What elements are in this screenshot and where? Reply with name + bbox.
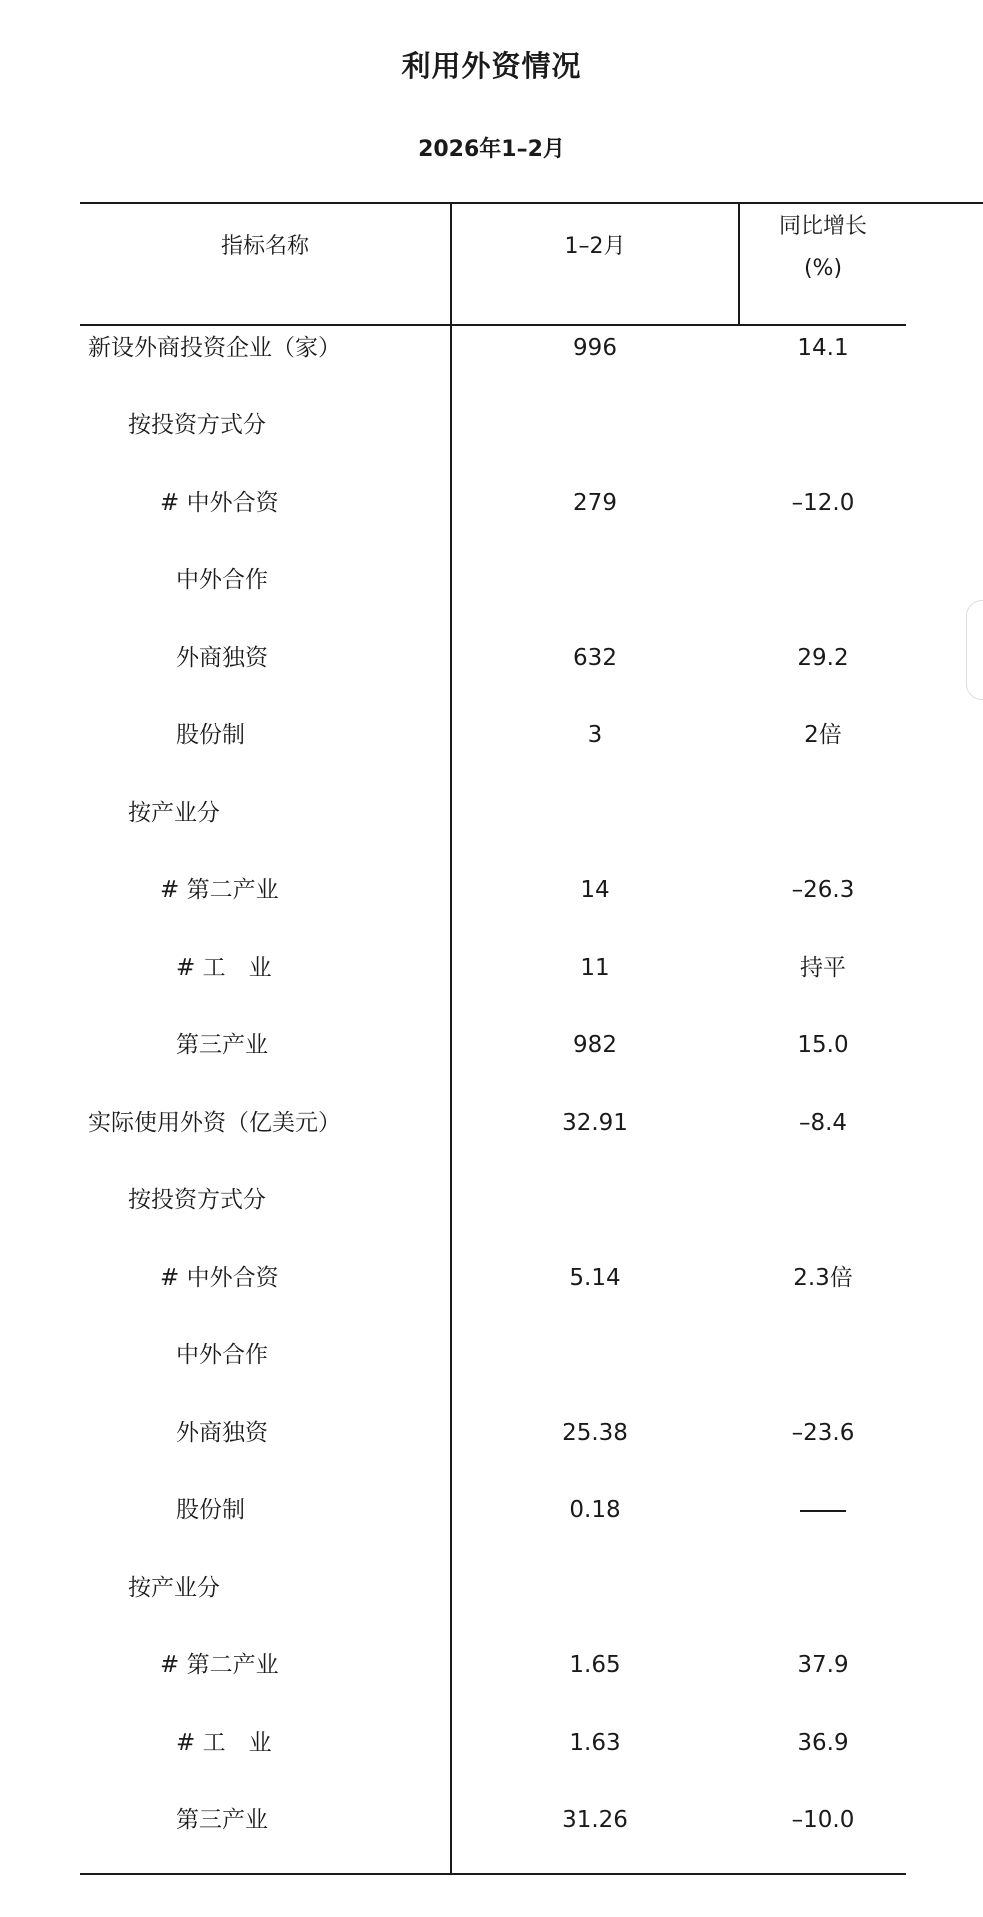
row-value: 11 [580,955,610,981]
row-name: # 第二产业 [160,1652,279,1678]
header-indicator-name: 指标名称 [220,234,309,259]
row-name: 实际使用外资（亿美元） [88,1110,341,1136]
page-title: 利用外资情况 [401,49,582,83]
row-yoy: –26.3 [791,877,855,903]
row-yoy: –8.4 [798,1110,848,1136]
row-name: 按投资方式分 [128,1187,266,1213]
row-yoy-dash [740,1490,906,1530]
row-name: 中外合作 [176,567,268,593]
row-name: 股份制 [176,1497,245,1523]
row-yoy: 2.3倍 [793,1265,853,1291]
row-value: 14 [580,877,610,903]
row-name: 外商独资 [176,1420,268,1446]
row-value: 632 [573,645,617,671]
row-yoy: –12.0 [791,490,855,516]
row-value: 1.65 [569,1652,621,1678]
row-yoy: 15.0 [797,1032,849,1058]
row-value: 279 [573,490,617,516]
row-value: 982 [573,1032,617,1058]
page-subtitle: 2026年1–2月 [418,137,565,162]
row-name: 第三产业 [176,1032,268,1058]
row-value: 31.26 [562,1807,628,1833]
row-name: # 工 业 [176,955,272,981]
row-name: 股份制 [176,722,245,748]
side-floating-tab[interactable] [966,600,983,700]
row-name: 按产业分 [128,800,220,826]
header-yoy-growth [740,206,906,290]
row-value: 1.63 [569,1730,621,1756]
row-value: 32.91 [562,1110,628,1136]
table-top-rule [80,202,983,204]
row-name: 第三产业 [176,1807,268,1833]
row-name: 外商独资 [176,645,268,671]
header-bottom-rule [80,324,906,326]
row-yoy: 36.9 [797,1730,849,1756]
row-value: 996 [573,335,617,361]
row-value: 3 [587,722,603,748]
row-name: # 第二产业 [160,877,279,903]
row-yoy: 14.1 [797,335,849,361]
not-applicable-dash [800,1510,846,1512]
row-yoy: 2倍 [804,722,842,748]
row-name: # 工 业 [176,1730,272,1756]
row-yoy: 29.2 [797,645,849,671]
row-yoy: 37.9 [797,1652,849,1678]
row-name: 按投资方式分 [128,412,266,438]
table-bottom-rule [80,1873,906,1875]
row-value: 25.38 [562,1420,628,1446]
header-period: 1–2月 [564,234,626,259]
row-value: 0.18 [569,1497,621,1523]
row-name: 中外合作 [176,1342,268,1368]
row-name: # 中外合资 [160,490,279,516]
row-yoy: 持平 [800,955,846,981]
row-yoy: –23.6 [791,1420,855,1446]
header-yoy-unit: (%) [803,256,843,281]
header-yoy-label: 同比增长 [778,214,867,239]
row-name: 新设外商投资企业（家） [88,335,341,361]
row-value: 5.14 [569,1265,621,1291]
row-name: 按产业分 [128,1575,220,1601]
row-yoy: –10.0 [791,1807,855,1833]
row-name: # 中外合资 [160,1265,279,1291]
